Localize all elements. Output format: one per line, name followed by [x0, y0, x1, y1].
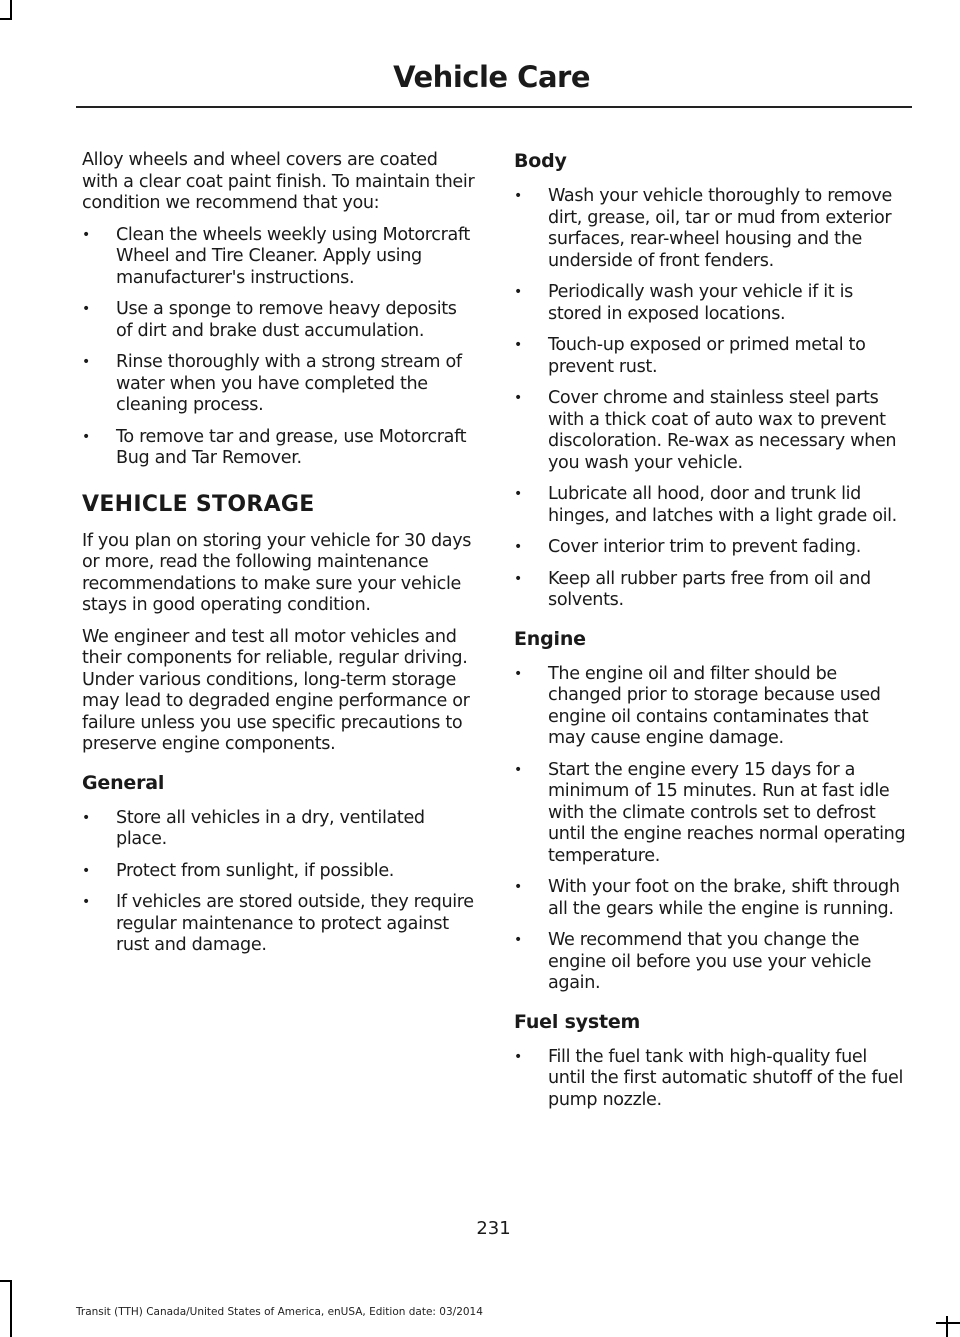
bullet-icon: •: [514, 284, 522, 300]
subheading-general: General: [82, 771, 165, 794]
list-item: • To remove tar and grease, use Motorcraft Bug and Tar Remover.: [82, 426, 467, 468]
body-list: [514, 186, 908, 612]
bullet-icon: •: [514, 761, 522, 778]
wheel-care-list: [82, 225, 476, 470]
left-column: [82, 150, 476, 971]
crop-mark: [936, 1322, 960, 1324]
crop-mark: [0, 1280, 12, 1282]
header-divider: [76, 106, 912, 108]
list-item: • Use a sponge to remove heavy deposits of dirt and brake dust accumulation.: [82, 299, 457, 341]
list-item: • Rinse thoroughly with a strong stream of water when you have completed the cleaning process.: [82, 352, 462, 415]
bullet-icon: •: [514, 337, 522, 353]
crop-mark: [10, 1280, 12, 1337]
bullet-icon: •: [514, 665, 522, 682]
bullet-icon: •: [82, 301, 90, 317]
list-item: • With your foot on the brake, shift through all the gears while the engine is running.: [514, 877, 900, 919]
list-item: • We recommend that you change the engine oil before you use your vehicle again.: [514, 930, 872, 993]
bullet-icon: •: [82, 226, 90, 243]
page-number: 231: [476, 1218, 511, 1239]
bullet-icon: •: [514, 1048, 522, 1065]
list-item: • If vehicles are stored outside, they require regular maintenance to protect against rust and damage.: [82, 892, 474, 955]
list-item: • Protect from sunlight, if possible.: [82, 860, 395, 881]
subheading-engine: Engine: [514, 627, 586, 650]
general-list: [82, 808, 476, 957]
crop-mark: [10, 0, 12, 20]
fuel-list: [514, 1047, 908, 1112]
bullet-icon: •: [514, 486, 522, 502]
subheading-fuel-system: Fuel system: [514, 1010, 641, 1033]
right-column: [514, 150, 908, 1125]
crop-mark: [946, 1316, 948, 1337]
bullet-icon: •: [514, 188, 522, 204]
list-item: • Cover chrome and stainless steel parts with a thick coat of auto wax to prevent discoloration. Re-wax as necessary when you wash your vehicle.: [514, 388, 897, 473]
list-item: • Cover interior trim to prevent fading.: [514, 537, 861, 557]
bullet-icon: •: [82, 354, 90, 370]
list-item: • The engine oil and filter should be changed prior to storage because used engine oil contains contaminates that may cause engine damage.: [514, 663, 881, 748]
bullet-icon: •: [82, 862, 90, 879]
bullet-icon: •: [514, 932, 522, 948]
storage-paragraph: If you plan on storing your vehicle for 30 days or more, read the following maintenance recommendations to make sure your vehicle stays in good operating condition.: [82, 530, 472, 615]
list-item: • Wash your vehicle thoroughly to remove dirt, grease, oil, tar or mud from exterior surfaces, rear-wheel housing and the underside of front fenders.: [514, 186, 892, 271]
list-item: • Store all vehicles in a dry, ventilated place.: [82, 807, 425, 849]
section-heading-vehicle-storage: VEHICLE STORAGE: [82, 491, 315, 517]
footer-edition-info: Transit (TTH) Canada/United States of America, enUSA, Edition date: 03/2014: [76, 1306, 483, 1318]
list-item: • Fill the fuel tank with high-quality fuel until the first automatic shutoff of the fuel pump nozzle.: [514, 1046, 904, 1110]
engine-list: [514, 664, 908, 995]
list-item: • Periodically wash your vehicle if it is stored in exposed locations.: [514, 282, 853, 324]
bullet-icon: •: [82, 809, 90, 826]
bullet-icon: •: [514, 879, 522, 895]
storage-paragraph: We engineer and test all motor vehicles and their components for reliable, regular driving. Under various conditions, long-term storage may lead to degraded engine performance or failure unless you use specific precautions to preserve engine components.: [82, 626, 470, 754]
list-item: • Keep all rubber parts free from oil and solvents.: [514, 568, 871, 610]
crop-mark: [0, 18, 12, 20]
list-item: • Lubricate all hood, door and trunk lid hinges, and latches with a light grade oil.: [514, 484, 897, 526]
page-header-title: Vehicle Care: [393, 60, 590, 94]
bullet-icon: •: [514, 570, 522, 587]
list-item: • Touch-up exposed or primed metal to prevent rust.: [514, 335, 866, 377]
subheading-body: Body: [514, 150, 567, 172]
bullet-icon: •: [82, 428, 90, 445]
intro-paragraph: Alloy wheels and wheel covers are coated with a clear coat paint finish. To maintain their condition we recommend that you:: [82, 150, 475, 213]
list-item: • Clean the wheels weekly using Motorcraft Wheel and Tire Cleaner. Apply using manufacturer's instructions.: [82, 224, 470, 288]
list-item: • Start the engine every 15 days for a minimum of 15 minutes. Run at fast idle with the climate controls set to defrost until the engine reaches normal operating temperature.: [514, 759, 906, 866]
bullet-icon: •: [514, 390, 522, 406]
bullet-icon: •: [82, 894, 90, 910]
bullet-icon: •: [514, 539, 522, 555]
